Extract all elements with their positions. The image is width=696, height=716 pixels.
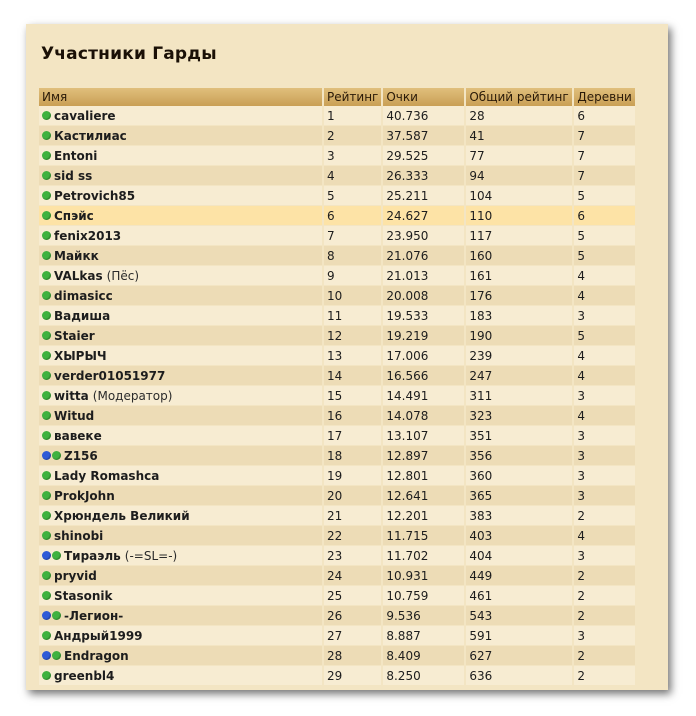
overall-rank-cell: 323 (466, 406, 572, 426)
table-row (39, 366, 635, 386)
member-name-link[interactable]: pryvid (54, 568, 97, 583)
villages-cell: 2 (574, 646, 634, 666)
points-cell: 26.333 (383, 166, 464, 186)
online-status-icon (42, 671, 51, 680)
member-name-wrap (42, 629, 319, 643)
rank-cell: 5 (324, 186, 381, 206)
member-name-link[interactable]: ProkJohn (54, 488, 115, 503)
member-name-cell (39, 646, 322, 666)
villages-cell: 6 (574, 106, 634, 126)
overall-rank-cell: 190 (466, 326, 572, 346)
overall-rank-cell: 449 (466, 566, 572, 586)
villages-cell: 3 (574, 426, 634, 446)
member-name-cell (39, 566, 322, 586)
member-name-link[interactable]: Stasonik (54, 588, 113, 603)
rank-cell: 22 (324, 526, 381, 546)
table-row (39, 386, 635, 406)
online-status-icon (42, 351, 51, 360)
member-name-wrap (42, 449, 319, 463)
member-name-wrap (42, 549, 319, 563)
member-name-cell (39, 386, 322, 406)
overall-rank-cell: 28 (466, 106, 572, 126)
members-table-body (39, 106, 635, 686)
online-status-icon (42, 151, 51, 160)
member-name-wrap (42, 669, 319, 683)
overall-rank-cell: 94 (466, 166, 572, 186)
overall-rank-cell: 383 (466, 506, 572, 526)
table-row (39, 626, 635, 646)
table-row (39, 506, 635, 526)
rank-cell: 1 (324, 106, 381, 126)
overall-rank-cell: 160 (466, 246, 572, 266)
villages-cell: 6 (574, 206, 634, 226)
villages-cell: 4 (574, 366, 634, 386)
points-cell: 8.409 (383, 646, 464, 666)
points-cell: 8.250 (383, 666, 464, 686)
villages-cell: 4 (574, 406, 634, 426)
villages-cell: 3 (574, 446, 634, 466)
online-status-icon (42, 191, 51, 200)
points-cell: 9.536 (383, 606, 464, 626)
column-header-villages[interactable]: Деревни (574, 88, 634, 106)
table-row (39, 146, 635, 166)
member-name-wrap (42, 229, 319, 243)
points-cell: 12.641 (383, 486, 464, 506)
rank-cell: 7 (324, 226, 381, 246)
rank-cell: 11 (324, 306, 381, 326)
points-cell: 12.801 (383, 466, 464, 486)
member-name-cell (39, 266, 322, 286)
overall-rank-cell: 461 (466, 586, 572, 606)
status-blue-icon (42, 451, 51, 460)
table-row (39, 646, 635, 666)
online-status-icon (42, 591, 51, 600)
online-status-icon (42, 411, 51, 420)
members-table (37, 88, 637, 686)
overall-rank-cell: 110 (466, 206, 572, 226)
overall-rank-cell: 591 (466, 626, 572, 646)
online-status-icon (42, 631, 51, 640)
overall-rank-cell: 311 (466, 386, 572, 406)
member-name-cell (39, 246, 322, 266)
online-status-icon (42, 571, 51, 580)
table-row (39, 186, 635, 206)
online-status-icon (42, 431, 51, 440)
rank-cell: 16 (324, 406, 381, 426)
villages-cell: 7 (574, 166, 634, 186)
member-name-cell (39, 206, 322, 226)
rank-cell: 18 (324, 446, 381, 466)
member-name-link[interactable]: cavaliere (54, 108, 116, 123)
overall-rank-cell: 239 (466, 346, 572, 366)
table-row (39, 406, 635, 426)
rank-cell: 23 (324, 546, 381, 566)
member-name-link[interactable]: fenix2013 (54, 228, 122, 243)
overall-rank-cell: 161 (466, 266, 572, 286)
member-name-wrap (42, 149, 319, 163)
member-name-cell (39, 606, 322, 626)
member-name-link[interactable]: Entoni (54, 148, 98, 163)
villages-cell: 4 (574, 266, 634, 286)
member-name-wrap (42, 269, 319, 283)
table-row (39, 446, 635, 466)
member-name-link[interactable]: Witud (54, 408, 95, 423)
member-name-wrap (42, 329, 319, 343)
member-name-cell (39, 166, 322, 186)
rank-cell: 4 (324, 166, 381, 186)
table-row (39, 466, 635, 486)
rank-cell: 21 (324, 506, 381, 526)
table-row (39, 226, 635, 246)
column-header-name[interactable]: Имя (39, 88, 322, 106)
member-name-link[interactable]: shinobi (54, 528, 104, 543)
online-status-icon (52, 451, 61, 460)
member-name-link[interactable]: Staier (54, 328, 95, 343)
member-name-cell (39, 366, 322, 386)
member-name-link[interactable]: greenbl4 (54, 668, 115, 683)
points-cell: 11.715 (383, 526, 464, 546)
points-cell: 19.219 (383, 326, 464, 346)
member-name-link[interactable]: Z156 (64, 448, 98, 463)
member-name-link[interactable]: dimasicc (54, 288, 113, 303)
table-row (39, 166, 635, 186)
points-cell: 20.008 (383, 286, 464, 306)
rank-cell: 28 (324, 646, 381, 666)
page-title: Участники Гарды (41, 44, 217, 64)
table-row (39, 126, 635, 146)
member-name-wrap (42, 509, 319, 523)
member-name-wrap (42, 209, 319, 223)
overall-rank-cell: 247 (466, 366, 572, 386)
rank-cell: 26 (324, 606, 381, 626)
rank-cell: 20 (324, 486, 381, 506)
member-name-link[interactable]: -Легион- (64, 608, 124, 623)
member-name-wrap (42, 389, 319, 403)
online-status-icon (42, 511, 51, 520)
member-name-cell (39, 666, 322, 686)
member-name-wrap (42, 409, 319, 423)
points-cell: 14.078 (383, 406, 464, 426)
rank-cell: 24 (324, 566, 381, 586)
member-name-link[interactable]: Хрюндель Великий (54, 508, 190, 523)
member-name-wrap (42, 169, 319, 183)
member-name-wrap (42, 649, 319, 663)
rank-cell: 14 (324, 366, 381, 386)
member-name-link[interactable]: Андрый1999 (54, 628, 143, 643)
points-cell: 16.566 (383, 366, 464, 386)
villages-cell: 2 (574, 506, 634, 526)
villages-cell: 3 (574, 486, 634, 506)
table-row (39, 206, 635, 226)
overall-rank-cell: 403 (466, 526, 572, 546)
villages-cell: 2 (574, 586, 634, 606)
online-status-icon (42, 211, 51, 220)
overall-rank-cell: 117 (466, 226, 572, 246)
points-cell: 10.759 (383, 586, 464, 606)
table-row (39, 326, 635, 346)
member-name-cell (39, 586, 322, 606)
rank-cell: 12 (324, 326, 381, 346)
online-status-icon (52, 611, 61, 620)
overall-rank-cell: 627 (466, 646, 572, 666)
online-status-icon (42, 531, 51, 540)
overall-rank-cell: 404 (466, 546, 572, 566)
overall-rank-cell: 351 (466, 426, 572, 446)
member-name-link[interactable]: Тираэль (64, 548, 121, 563)
member-name-link[interactable]: witta (54, 388, 89, 403)
rank-cell: 3 (324, 146, 381, 166)
table-row (39, 426, 635, 446)
rank-cell: 17 (324, 426, 381, 446)
table-row (39, 546, 635, 566)
member-name-cell (39, 106, 322, 126)
points-cell: 17.006 (383, 346, 464, 366)
member-name-wrap (42, 309, 319, 323)
member-name-wrap (42, 129, 319, 143)
table-row (39, 306, 635, 326)
online-status-icon (42, 131, 51, 140)
member-name-wrap (42, 369, 319, 383)
table-row (39, 266, 635, 286)
member-name-cell (39, 626, 322, 646)
points-cell: 37.587 (383, 126, 464, 146)
rank-cell: 19 (324, 466, 381, 486)
points-cell: 21.013 (383, 266, 464, 286)
overall-rank-cell: 543 (466, 606, 572, 626)
member-name-cell (39, 506, 322, 526)
overall-rank-cell: 365 (466, 486, 572, 506)
rank-cell: 25 (324, 586, 381, 606)
villages-cell: 4 (574, 286, 634, 306)
table-header (39, 88, 635, 106)
status-blue-icon (42, 611, 51, 620)
member-name-link[interactable]: sid ss (54, 168, 93, 183)
online-status-icon (42, 371, 51, 380)
table-row (39, 666, 635, 686)
member-name-link[interactable]: Кастилиас (54, 128, 127, 143)
points-cell: 19.533 (383, 306, 464, 326)
overall-rank-cell: 176 (466, 286, 572, 306)
online-status-icon (42, 391, 51, 400)
member-name-wrap (42, 469, 319, 483)
member-name-link[interactable]: verder01051977 (54, 368, 166, 383)
member-name-link[interactable]: Lady Romashca (54, 468, 160, 483)
villages-cell: 3 (574, 386, 634, 406)
overall-rank-cell: 41 (466, 126, 572, 146)
rank-cell: 10 (324, 286, 381, 306)
member-name-cell (39, 486, 322, 506)
member-name-link[interactable]: ХЫРЫЧ (54, 348, 107, 363)
member-name-wrap (42, 569, 319, 583)
villages-cell: 7 (574, 146, 634, 166)
points-cell: 25.211 (383, 186, 464, 206)
villages-cell: 2 (574, 606, 634, 626)
rank-cell: 27 (324, 626, 381, 646)
overall-rank-cell: 360 (466, 466, 572, 486)
villages-cell: 3 (574, 466, 634, 486)
points-cell: 40.736 (383, 106, 464, 126)
overall-rank-cell: 77 (466, 146, 572, 166)
member-name-cell (39, 146, 322, 166)
member-name-cell (39, 446, 322, 466)
online-status-icon (42, 331, 51, 340)
member-name-link[interactable]: Endragon (64, 648, 129, 663)
status-blue-icon (42, 551, 51, 560)
villages-cell: 5 (574, 186, 634, 206)
member-title: (Модератор) (92, 388, 173, 403)
points-cell: 13.107 (383, 426, 464, 446)
member-title: (-=SL=-) (124, 548, 178, 563)
points-cell: 24.627 (383, 206, 464, 226)
points-cell: 8.887 (383, 626, 464, 646)
online-status-icon (42, 171, 51, 180)
points-cell: 23.950 (383, 226, 464, 246)
online-status-icon (42, 231, 51, 240)
villages-cell: 5 (574, 226, 634, 246)
villages-cell: 3 (574, 546, 634, 566)
points-cell: 11.702 (383, 546, 464, 566)
points-cell: 12.201 (383, 506, 464, 526)
member-name-link[interactable]: Вадиша (54, 308, 111, 323)
online-status-icon (42, 491, 51, 500)
column-header-overall-rank[interactable]: Общий рейтинг (466, 88, 572, 106)
rank-cell: 13 (324, 346, 381, 366)
member-title: (Пёс) (106, 268, 140, 283)
online-status-icon (42, 111, 51, 120)
member-name-link[interactable]: Petrovich85 (54, 188, 136, 203)
column-header-points[interactable]: Очки (383, 88, 464, 106)
member-name-wrap (42, 349, 319, 363)
member-name-wrap (42, 589, 319, 603)
online-status-icon (52, 551, 61, 560)
member-name-cell (39, 346, 322, 366)
member-name-cell (39, 186, 322, 206)
villages-cell: 2 (574, 666, 634, 686)
member-name-link[interactable]: вaвeкe (54, 428, 102, 443)
overall-rank-cell: 104 (466, 186, 572, 206)
member-name-cell (39, 286, 322, 306)
rank-cell: 8 (324, 246, 381, 266)
villages-cell: 4 (574, 526, 634, 546)
rank-cell: 6 (324, 206, 381, 226)
member-name-wrap (42, 289, 319, 303)
overall-rank-cell: 356 (466, 446, 572, 466)
member-name-cell (39, 306, 322, 326)
online-status-icon (42, 471, 51, 480)
villages-cell: 5 (574, 326, 634, 346)
member-name-cell (39, 546, 322, 566)
table-row (39, 286, 635, 306)
member-name-link[interactable]: Майкк (54, 248, 99, 263)
points-cell: 12.897 (383, 446, 464, 466)
online-status-icon (42, 291, 51, 300)
points-cell: 10.931 (383, 566, 464, 586)
column-header-rank[interactable]: Рейтинг (324, 88, 381, 106)
overall-rank-cell: 636 (466, 666, 572, 686)
member-name-cell (39, 526, 322, 546)
online-status-icon (52, 651, 61, 660)
status-blue-icon (42, 651, 51, 660)
villages-cell: 4 (574, 346, 634, 366)
points-cell: 29.525 (383, 146, 464, 166)
member-name-cell (39, 126, 322, 146)
villages-cell: 5 (574, 246, 634, 266)
member-name-wrap (42, 529, 319, 543)
points-cell: 21.076 (383, 246, 464, 266)
rank-cell: 9 (324, 266, 381, 286)
member-name-cell (39, 226, 322, 246)
guild-members-panel (26, 24, 668, 690)
member-name-link[interactable]: VALkas (54, 268, 103, 283)
member-name-wrap (42, 609, 319, 623)
member-name-wrap (42, 249, 319, 263)
member-name-wrap (42, 489, 319, 503)
rank-cell: 15 (324, 386, 381, 406)
online-status-icon (42, 271, 51, 280)
member-name-wrap (42, 189, 319, 203)
points-cell: 14.491 (383, 386, 464, 406)
member-name-wrap (42, 109, 319, 123)
table-row (39, 526, 635, 546)
table-row (39, 606, 635, 626)
member-name-cell (39, 426, 322, 446)
rank-cell: 29 (324, 666, 381, 686)
member-name-cell (39, 406, 322, 426)
table-row (39, 566, 635, 586)
overall-rank-cell: 183 (466, 306, 572, 326)
table-row (39, 246, 635, 266)
table-row (39, 346, 635, 366)
online-status-icon (42, 251, 51, 260)
table-row (39, 586, 635, 606)
villages-cell: 3 (574, 626, 634, 646)
rank-cell: 2 (324, 126, 381, 146)
online-status-icon (42, 311, 51, 320)
table-row (39, 486, 635, 506)
villages-cell: 2 (574, 566, 634, 586)
member-name-cell (39, 466, 322, 486)
member-name-link[interactable]: Спэйс (54, 208, 94, 223)
table-row (39, 106, 635, 126)
villages-cell: 7 (574, 126, 634, 146)
member-name-wrap (42, 429, 319, 443)
villages-cell: 3 (574, 306, 634, 326)
member-name-cell (39, 326, 322, 346)
